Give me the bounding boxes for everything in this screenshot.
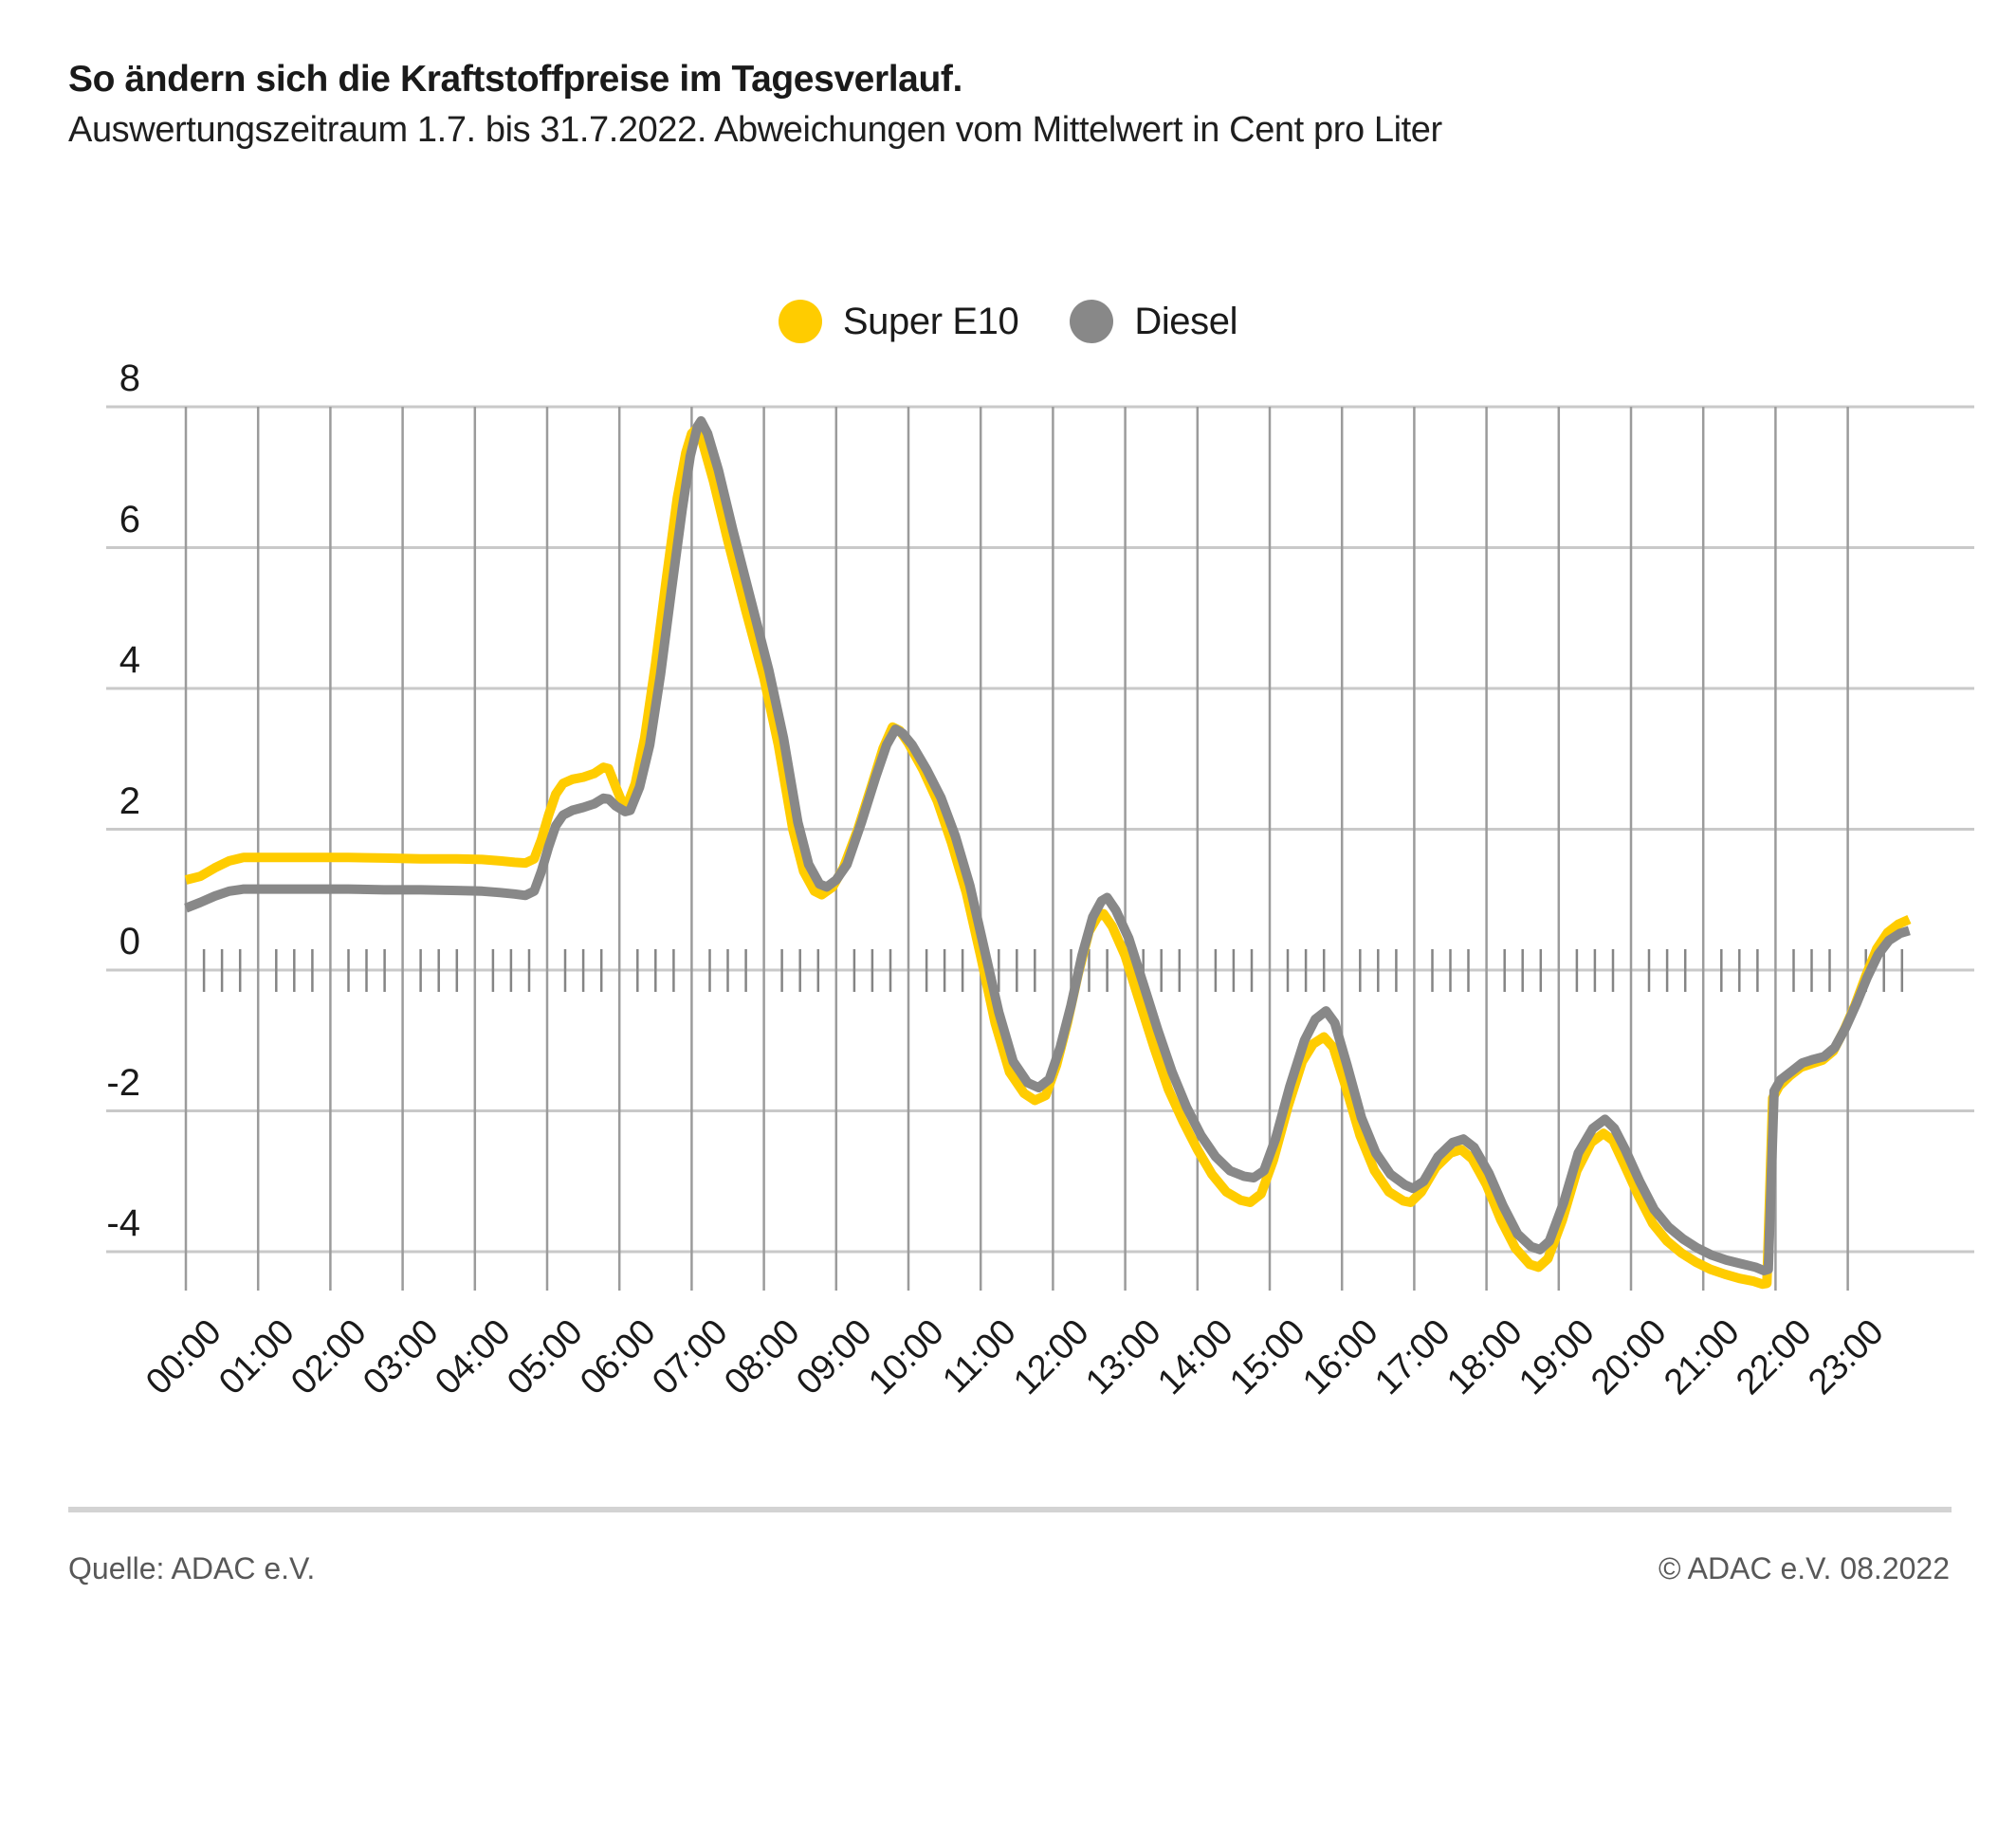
- x-axis-label: 12:00: [1005, 1312, 1097, 1403]
- x-axis-label: 16:00: [1294, 1312, 1385, 1403]
- x-axis-label: 15:00: [1222, 1312, 1313, 1403]
- x-axis-label: 13:00: [1078, 1312, 1169, 1403]
- x-axis-label: 21:00: [1656, 1312, 1747, 1403]
- y-axis-label: 6: [119, 498, 140, 540]
- x-axis-label: 19:00: [1512, 1312, 1603, 1403]
- super-e10-swatch-icon: [779, 300, 822, 343]
- source-note: Quelle: ADAC e.V.: [68, 1551, 316, 1585]
- page-title: So ändern sich die Kraftstoffpreise im Tagesverlauf.: [68, 59, 962, 100]
- x-axis-label: 00:00: [138, 1312, 229, 1403]
- x-axis-label: 11:00: [935, 1312, 1024, 1401]
- copyright-note: © ADAC e.V. 08.2022: [1658, 1551, 1950, 1585]
- y-axis-label: 4: [119, 639, 140, 681]
- y-axis-label: 8: [119, 357, 140, 399]
- x-axis-label: 09:00: [789, 1312, 880, 1403]
- x-axis-label: 08:00: [717, 1312, 808, 1403]
- y-axis-label: 0: [119, 921, 140, 962]
- y-axis-label: -2: [106, 1061, 140, 1104]
- legend-item-diesel: [1070, 300, 1237, 343]
- footer-divider: [68, 1507, 1952, 1512]
- diesel-swatch-icon: [1070, 300, 1113, 343]
- x-axis-label: 07:00: [644, 1312, 736, 1403]
- x-axis-label: 10:00: [861, 1312, 952, 1403]
- y-axis-label: -4: [106, 1202, 140, 1244]
- series-super-e10: [186, 430, 1909, 1284]
- x-axis-label: 02:00: [283, 1312, 375, 1403]
- y-axis-label: 2: [119, 779, 140, 822]
- x-axis-label: 20:00: [1584, 1312, 1675, 1403]
- x-axis-label: 01:00: [211, 1312, 302, 1403]
- legend: [0, 300, 2016, 343]
- legend-label: Super E10: [842, 300, 1019, 342]
- x-axis-label: 18:00: [1439, 1312, 1530, 1403]
- legend-item-super-e10: [779, 300, 1018, 343]
- x-axis-label: 14:00: [1150, 1312, 1241, 1403]
- x-axis-label: 06:00: [572, 1312, 663, 1403]
- x-axis-label: 05:00: [500, 1312, 591, 1403]
- x-axis-label: 23:00: [1801, 1312, 1892, 1403]
- x-axis-label: 03:00: [356, 1312, 447, 1403]
- x-axis-label: 22:00: [1728, 1312, 1820, 1403]
- x-axis-label: 04:00: [428, 1312, 519, 1403]
- page-subtitle: Auswertungszeitraum 1.7. bis 31.7.2022. Abweichungen vom Mittelwert in Cent pro Liter: [68, 110, 1442, 150]
- x-axis-label: 17:00: [1366, 1312, 1458, 1403]
- legend-label: Diesel: [1134, 300, 1238, 342]
